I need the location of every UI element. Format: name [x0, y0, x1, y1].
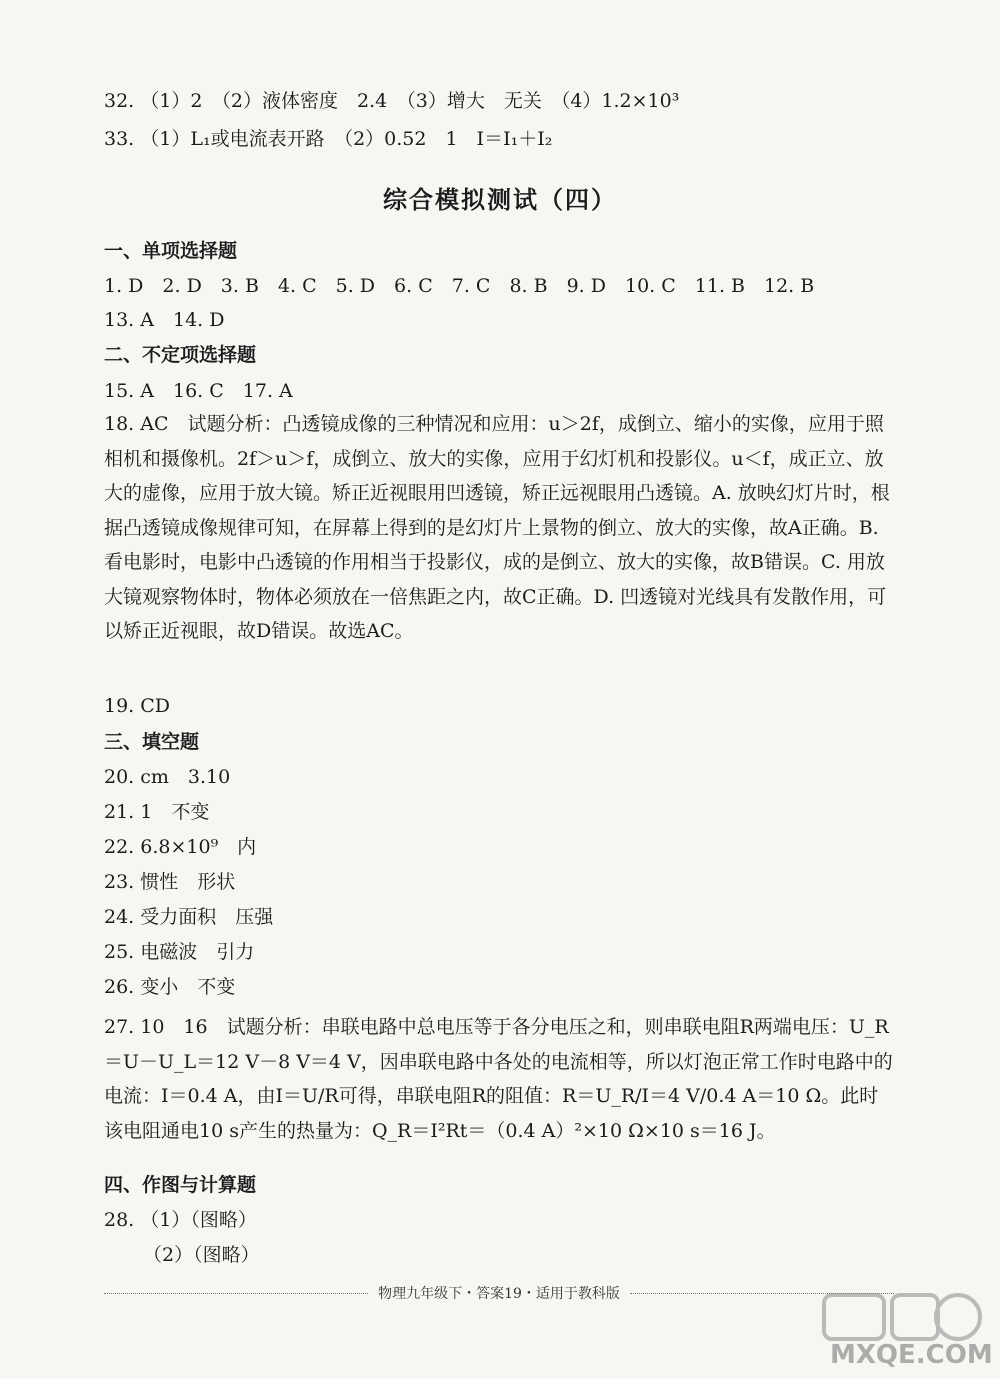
answer-28-2: （2）（图略）	[143, 1244, 260, 1266]
page-title: 综合模拟测试（四）	[383, 186, 617, 214]
watermark-text: MXQE.COM	[830, 1340, 993, 1370]
answer-28-1: 28. （1）（图略）	[104, 1209, 257, 1231]
answer-24: 24. 受力面积 压强	[104, 906, 274, 928]
section-heading-4: 四、作图与计算题	[104, 1174, 257, 1196]
answer-25: 25. 电磁波 引力	[104, 941, 255, 963]
section-heading-2: 二、不定项选择题	[104, 344, 257, 366]
answer-21: 21. 1 不变	[104, 801, 210, 823]
answer-27: 27. 10 16 试题分析：串联电路中总电压等于各分电压之和，则串联电阻R两端电压：U_R＝U－U_L＝12 V－8 V＝4 V，因串联电路中各处的电流相等，所以灯泡正常工作时电路中的电流：I＝0.4 A，由I＝U/R可得，串联电阻R的阻值：R＝U_R/I＝4 V/0.4 A＝10 Ω。此时该电阻通电10 s产生的热量为：Q_R＝I²Rt＝（0.4 A）²×10 Ω×10 s＝16 J。	[104, 1016, 893, 1142]
answers-row-2: 13. A 14. D	[104, 309, 225, 331]
answer-23: 23. 惯性 形状	[104, 871, 236, 893]
line-32: 32. （1）2 （2）液体密度 2.4 （3）增大 无关 （4）1.2×10³	[104, 90, 680, 112]
footer-dots-left	[104, 1293, 368, 1294]
section-heading-1: 一、单项选择题	[104, 240, 238, 262]
answer-18: 18. AC 试题分析：凸透镜成像的三种情况和应用：u＞2f，成倒立、缩小的实像，应用于照相机和摄像机。2f＞u＞f，成倒立、放大的实像，应用于幻灯机和投影仪。u＜f，成正立、放大的虚像，应用于放大镜。矫正近视眼用凹透镜，矫正远视眼用凸透镜。A. 放映幻灯片时，根据凸透镜成像规律可知，在屏幕上得到的是幻灯片上景物的倒立、放大的实像，故A正确。B. 看电影时，电影中凸透镜的作用相当于投影仪，成的是倒立、放大的实像，故B错误。C. 用放大镜观察物体时，物体必须放在一倍焦距之内，故C正确。D. 凹透镜对光线具有发散作用，可以矫正近视眼，故D错误。故选AC。	[104, 413, 890, 642]
footer	[104, 1283, 894, 1303]
answers-row-3: 15. A 16. C 17. A	[104, 380, 293, 402]
line-33: 33. （1）L₁或电流表开路 （2）0.52 1 I＝I₁＋I₂	[104, 128, 553, 150]
section-heading-3: 三、填空题	[104, 731, 200, 753]
answer-19: 19. CD	[104, 695, 171, 717]
answer-22: 22. 6.8×10⁹ 内	[104, 836, 257, 858]
answer-26: 26. 变小 不变	[104, 976, 236, 998]
footer-text: 物理九年级下・答案19・适用于教科版	[378, 1286, 620, 1302]
answers-row-1: 1. D 2. D 3. B 4. C 5. D 6. C 7. C 8. B 9. D 10. C 11. B 12. B	[104, 275, 815, 297]
answer-20: 20. cm 3.10	[104, 766, 231, 788]
